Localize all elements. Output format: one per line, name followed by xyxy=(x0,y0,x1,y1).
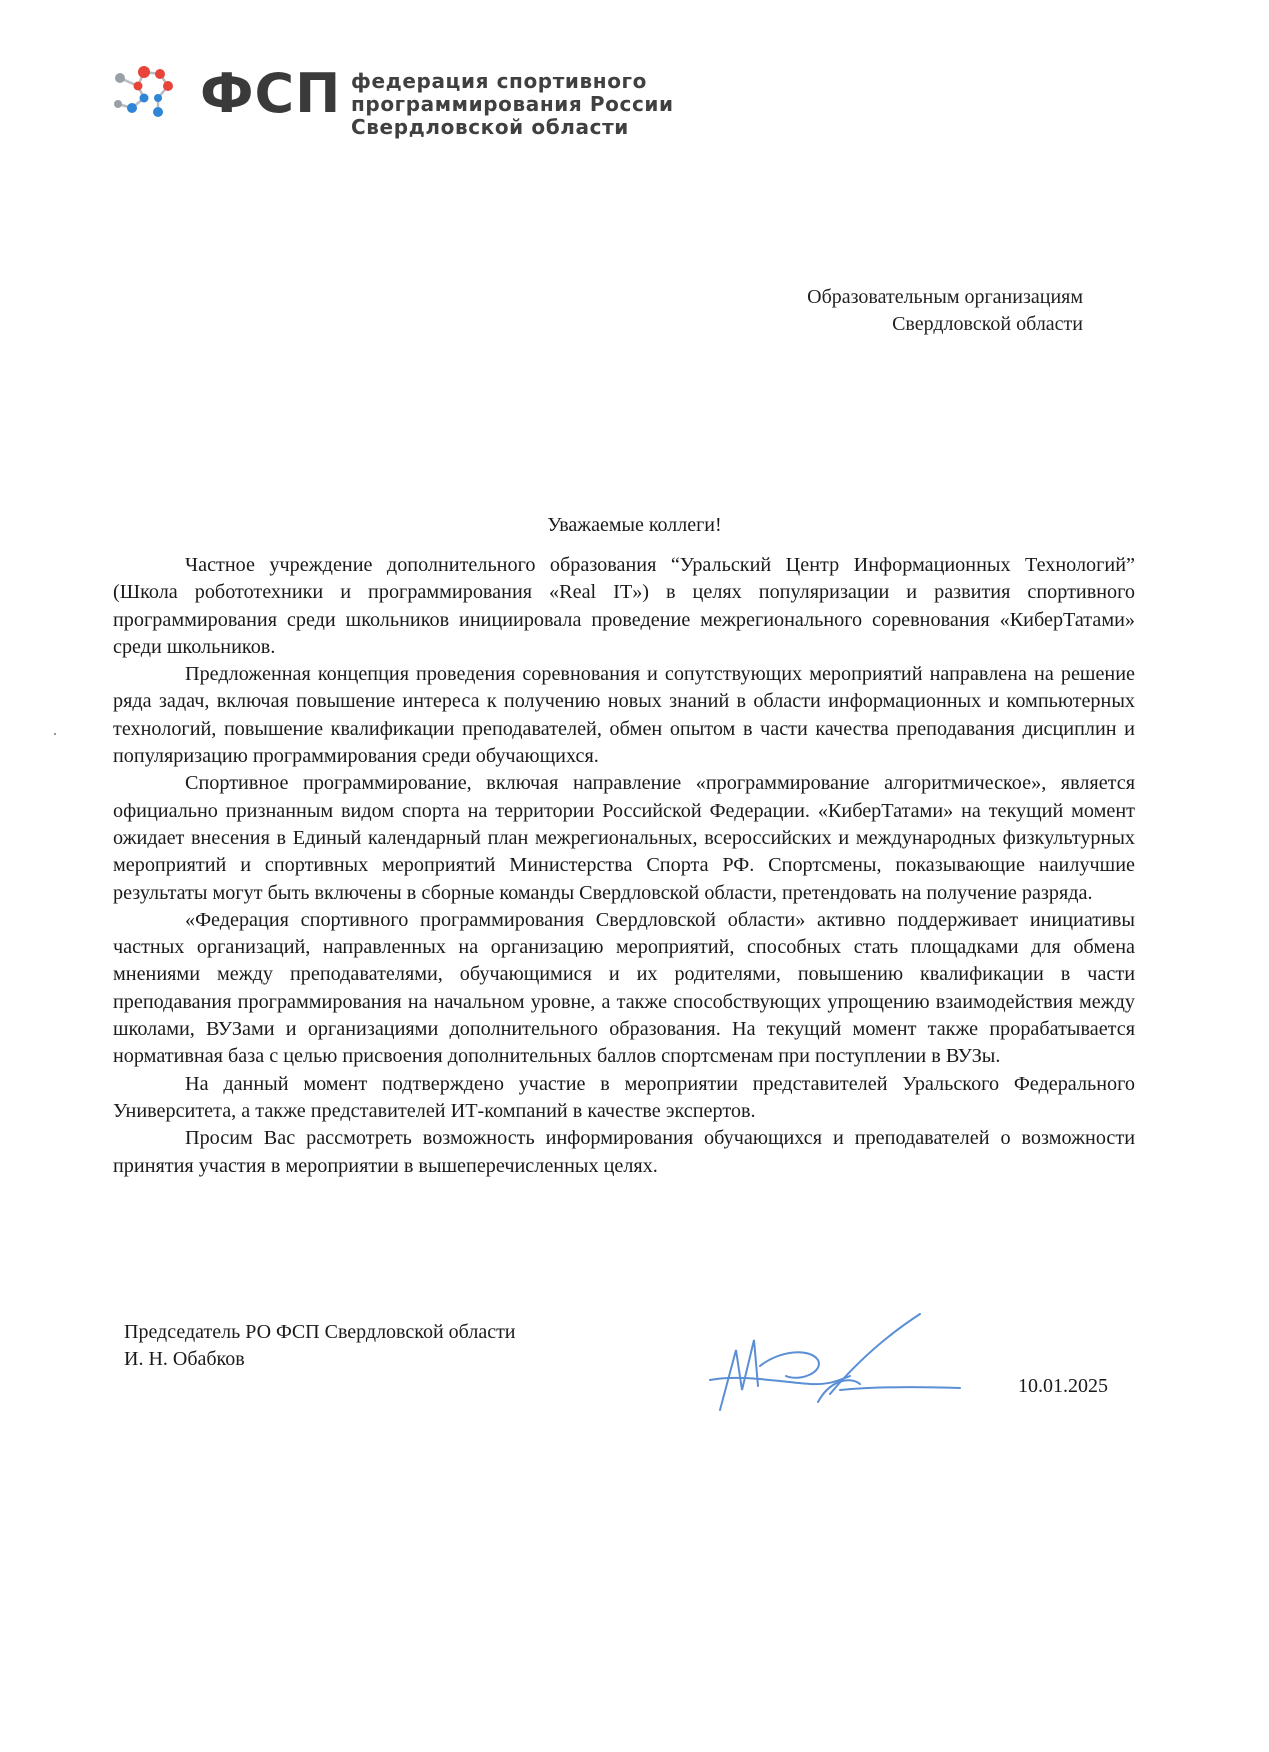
paragraph: На данный момент подтверждено участие в мероприятии представителей Уральского Федерального Университета, а также представителей ИТ-компаний в качестве экспертов. xyxy=(113,1072,1135,1122)
organization-name xyxy=(351,70,731,139)
recipient-block xyxy=(807,284,1083,338)
greeting: Уважаемые коллеги! xyxy=(547,514,722,536)
paragraph: «Федерация спортивного программирования Свердловской области» активно поддерживает инициативы частных организаций, направленных на организацию мероприятий, способных стать площадками для обмена мнениями между преподавателями, обучающимися и их родителями, повышению квалификации в части преподавания программирования на начальном уровне, а также способствующих упрощению взаимодействия между школами, ВУЗами и организациями дополнительного образования. На текущий момент также прорабатывается нормативная база с целью присвоения дополнительных баллов спортсменам при поступлении в ВУЗы. xyxy=(113,908,1135,1068)
scan-speck xyxy=(54,733,56,735)
letter-date: 10.01.2025 xyxy=(1018,1375,1108,1397)
recipient-line: Свердловской области xyxy=(892,313,1083,335)
letter-body xyxy=(113,552,1135,1180)
paragraph: Спортивное программирование, включая направление «программирование алгоритмическое», является официально признанным видом спорта на территории Российской Федерации. «КиберТатами» на текущий момент ожидает внесения в Единый календарный план межрегиональных, всероссийских и международных физкультурных мероприятий и спортивных мероприятий Министерства Спорта РФ. Спортсмены, показывающие наилучшие результаты могут быть включены в сборные команды Свердловской области, претендовать на получение разряда. xyxy=(113,772,1135,904)
handwritten-signature xyxy=(700,1310,970,1420)
recipient-line: Образовательным организациям xyxy=(807,286,1083,308)
organization-name-line: Свердловской области xyxy=(351,115,629,139)
signatory-name: И. Н. Обабков xyxy=(124,1348,245,1370)
signatory-position: Председатель РО ФСП Свердловской области xyxy=(124,1321,516,1343)
paragraph: Просим Вас рассмотреть возможность информирования обучающихся и преподавателей о возможности принятия участия в мероприятии в вышеперечисленных целях. xyxy=(113,1127,1135,1177)
signatory-block xyxy=(124,1319,516,1373)
organization-name-line: федерация спортивного xyxy=(351,69,647,93)
organization-name-line: программирования России xyxy=(351,92,674,116)
logo-molecule-icon xyxy=(108,62,188,126)
paragraph: Частное учреждение дополнительного образования “Уральский Центр Информационных Технологий” (Школа робототехники и программирования «Real IT») в целях популяризации и развития спортивного программирования среди школьников инициировала проведение межрегионального соревнования «КиберТатами» среди школьников. xyxy=(113,554,1135,658)
paragraph: Предложенная концепция проведения соревнования и сопутствующих мероприятий направлена на решение ряда задач, включая повышение интереса к получению новых знаний в области информационных и компьютерных технологий, повышение квалификации преподавателей, обмен опытом в части качества преподавания дисциплин и популяризацию программирования среди обучающихся. xyxy=(113,663,1135,768)
logo-abbreviation: ФСП xyxy=(200,62,342,125)
